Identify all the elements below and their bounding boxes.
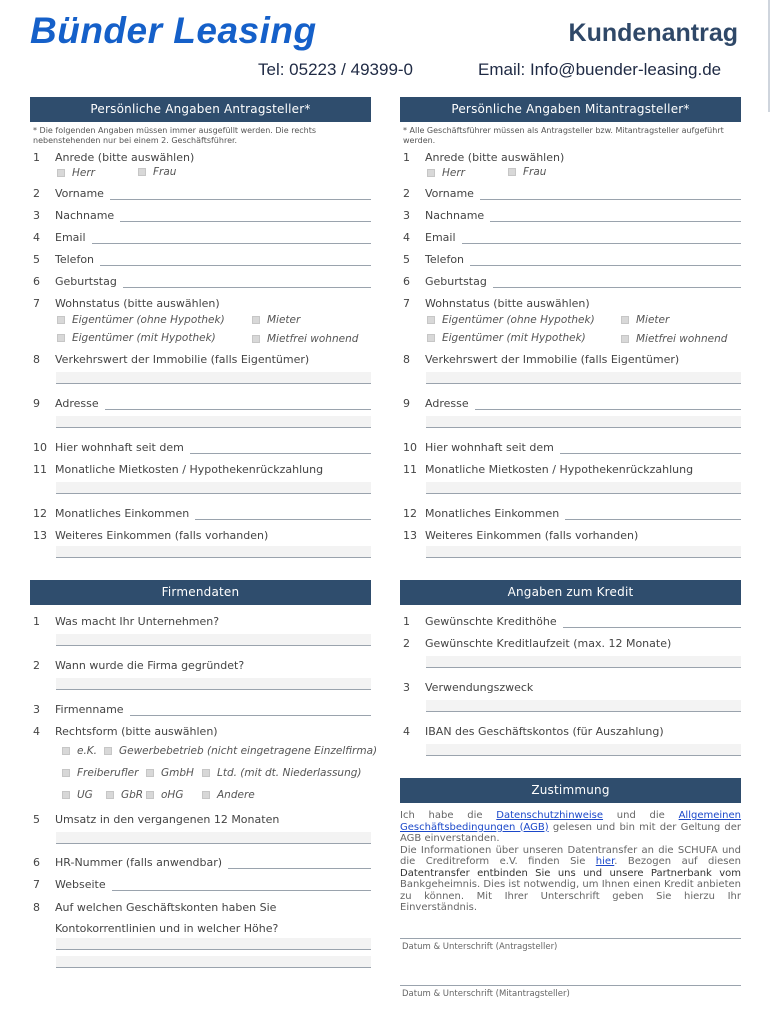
credit-amount-field[interactable]: 1 Gewünschte Kredithöhe — [403, 612, 741, 628]
coapplicant-housing-owner-mortgage[interactable]: Eigentümer (mit Hypothek) — [427, 332, 586, 344]
applicant-salutation-herr[interactable]: Herr — [57, 167, 95, 179]
coapplicant-salutation: 1 Anrede (bitte auswählen) — [403, 151, 565, 164]
applicant-housing-owner-no-mortgage[interactable]: Eigentümer (ohne Hypothek) — [57, 314, 225, 326]
company-name-field[interactable]: 3 Firmenname — [33, 700, 371, 716]
checkbox[interactable] — [202, 769, 210, 777]
brand-logo: Bünder Leasing — [30, 10, 317, 51]
company-revenue-input[interactable] — [56, 832, 371, 844]
checkbox[interactable] — [62, 747, 70, 755]
applicant-phone-field[interactable]: 5 Telefon — [33, 250, 371, 266]
input-line[interactable] — [105, 398, 371, 410]
checkbox[interactable] — [62, 769, 70, 777]
checkbox[interactable] — [508, 168, 516, 176]
checkbox[interactable] — [252, 335, 260, 343]
coapplicant-salutation-frau[interactable]: Frau — [508, 166, 546, 178]
terms-link[interactable]: Allgemeinen Geschäftsbedingungen (AGB) — [400, 810, 741, 833]
input-line[interactable] — [100, 254, 371, 266]
coapplicant-housing: 7 Wohnstatus (bitte auswählen) — [403, 297, 590, 310]
phone-number: Tel: 05223 / 49399-0 — [258, 60, 414, 79]
applicant-rent-input[interactable] — [56, 482, 371, 494]
legal-form-freiberufler[interactable]: Freiberufler — [62, 767, 138, 779]
legal-form-ohg[interactable]: oHG — [146, 789, 183, 801]
coapplicant-other-income-input[interactable] — [426, 546, 741, 558]
signature-line-coapplicant[interactable] — [400, 985, 741, 986]
input-line[interactable] — [92, 232, 371, 244]
checkbox[interactable] — [62, 791, 70, 799]
page-title: Kundenantrag — [568, 19, 738, 47]
coapplicant-address-field[interactable]: 9 Adresse — [403, 394, 741, 410]
section-header-coapplicant: Persönliche Angaben Mitantragsteller* — [400, 97, 741, 122]
company-hr-number-field[interactable]: 6 HR-Nummer (falls anwendbar) — [33, 853, 371, 869]
coapplicant-phone-field[interactable]: 5 Telefon — [403, 250, 741, 266]
signature-label-coapplicant: Datum & Unterschrift (Mitantragsteller) — [402, 989, 570, 999]
input-line[interactable] — [195, 508, 371, 520]
applicant-housing-owner-mortgage[interactable]: Eigentümer (mit Hypothek) — [57, 332, 216, 344]
applicant-salutation-frau[interactable]: Frau — [138, 166, 176, 178]
applicant-birthday-field[interactable]: 6 Geburtstag — [33, 272, 371, 288]
checkbox[interactable] — [146, 769, 154, 777]
applicant-housing-tenant[interactable]: Mieter — [252, 314, 300, 326]
coapplicant-housing-rent-free[interactable]: Mietfrei wohnend — [621, 333, 727, 345]
coapplicant-birthday-field[interactable]: 6 Geburtstag — [403, 272, 741, 288]
coapplicant-other-income: 13 Weiteres Einkommen (falls vorhanden) — [403, 529, 639, 542]
section-header-credit: Angaben zum Kredit — [400, 580, 741, 605]
applicant-other-income: 13 Weiteres Einkommen (falls vorhanden) — [33, 529, 269, 542]
coapplicant-income-field[interactable]: 12 Monatliches Einkommen — [403, 504, 741, 520]
consent-text: Ich habe die Datenschutzhinweise und die Allgemeinen Geschäftsbedingungen (AGB) gelesen und bin mit der Geltung der AGB einverstanden. Die Informationen über unseren Datentransfer an die SCHUFA und die Creditreform e.V. finden Sie hier. Bezogen auf diesen Datentransfer entbinden Sie uns und unsere Partnerbank vom Bankgeheimnis. Dies ist notwendig, um Ihnen einen Kredit anbieten zu können. Mit Ihrer Unterschrift geben Sie hierzu Ihr Einverständnis. — [400, 810, 742, 913]
company-accounts-input-1[interactable] — [56, 938, 371, 950]
credit-term-input[interactable] — [426, 656, 741, 668]
email-address: Email: Info@buender-leasing.de — [478, 60, 722, 79]
checkbox[interactable] — [252, 316, 260, 324]
company-revenue: 5 Umsatz in den vergangenen 12 Monaten — [33, 813, 280, 826]
credit-iban-input[interactable] — [426, 744, 741, 756]
legal-form-andere[interactable]: Andere — [202, 789, 255, 801]
checkbox[interactable] — [57, 169, 65, 177]
credit-purpose-input[interactable] — [426, 700, 741, 712]
signature-line-applicant[interactable] — [400, 938, 741, 939]
credit-iban: 4 IBAN des Geschäftskontos (für Auszahlung) — [403, 725, 664, 738]
coapplicant-property-value-input[interactable] — [426, 372, 741, 384]
input-line[interactable] — [190, 442, 371, 454]
applicant-housing: 7 Wohnstatus (bitte auswählen) — [33, 297, 220, 310]
signature-label-applicant: Datum & Unterschrift (Antragsteller) — [402, 942, 558, 952]
legal-form-ek[interactable]: e.K. — [62, 745, 97, 757]
input-line[interactable] — [110, 188, 371, 200]
coapplicant-rent-input[interactable] — [426, 482, 741, 494]
company-legal-form: 4 Rechtsform (bitte auswählen) — [33, 725, 218, 738]
checkbox[interactable] — [106, 791, 114, 799]
company-accounts: 8 Auf welchen Geschäftskonten haben Sie — [33, 901, 277, 914]
checkbox[interactable] — [146, 791, 154, 799]
credit-purpose: 3 Verwendungszweck — [403, 681, 534, 694]
legal-form-gbr[interactable]: GbR — [106, 789, 143, 801]
section-header-consent: Zustimmung — [400, 778, 741, 803]
coapplicant-housing-tenant[interactable]: Mieter — [621, 314, 669, 326]
applicant-income-field[interactable]: 12 Monatliches Einkommen — [33, 504, 371, 520]
field-number: 1 — [33, 151, 40, 164]
coapplicant-note: * Alle Geschäftsführer müssen als Antragsteller bzw. Mitantragsteller aufgeführt werden. — [403, 126, 724, 145]
field-label: Anrede (bitte auswählen) — [55, 151, 195, 164]
coapplicant-housing-owner-no-mortgage[interactable]: Eigentümer (ohne Hypothek) — [427, 314, 595, 326]
applicant-resident-since-field[interactable]: 10 Hier wohnhaft seit dem — [33, 438, 371, 454]
company-founded: 2 Wann wurde die Firma gegründet? — [33, 659, 245, 672]
company-founded-input[interactable] — [56, 678, 371, 690]
checkbox[interactable] — [138, 168, 146, 176]
checkbox[interactable] — [427, 169, 435, 177]
coapplicant-address-input-2[interactable] — [426, 416, 741, 428]
applicant-rent: 11 Monatliche Mietkosten / Hypothekenrückzahlung — [33, 463, 324, 476]
checkbox[interactable] — [427, 334, 435, 342]
checkbox[interactable] — [621, 335, 629, 343]
coapplicant-email-field[interactable]: 4 Email — [403, 228, 741, 244]
coapplicant-salutation-herr[interactable]: Herr — [427, 167, 465, 179]
checkbox[interactable] — [57, 334, 65, 342]
section-header-applicant: Persönliche Angaben Antragsteller* — [30, 97, 371, 122]
applicant-email-field[interactable]: 4 Email — [33, 228, 371, 244]
checkbox[interactable] — [621, 316, 629, 324]
checkbox[interactable] — [427, 316, 435, 324]
company-accounts-input-2[interactable] — [56, 956, 371, 968]
applicant-other-income-input[interactable] — [56, 546, 371, 558]
applicant-property-value-input[interactable] — [56, 372, 371, 384]
legal-form-ug[interactable]: UG — [62, 789, 93, 801]
applicant-property-value: 8 Verkehrswert der Immobilie (falls Eigentümer) — [33, 353, 310, 366]
legal-form-gmbh[interactable]: GmbH — [146, 767, 194, 779]
privacy-link[interactable]: Datenschutzhinweise — [496, 810, 604, 821]
coapplicant-property-value: 8 Verkehrswert der Immobilie (falls Eigentümer) — [403, 353, 680, 366]
coapplicant-last-name-field[interactable]: 3 Nachname — [403, 206, 741, 222]
section-header-company: Firmendaten — [30, 580, 371, 605]
input-line[interactable] — [123, 276, 371, 288]
applicant-last-name-field[interactable]: 3 Nachname — [33, 206, 371, 222]
coapplicant-resident-since-field[interactable]: 10 Hier wohnhaft seit dem — [403, 438, 741, 454]
checkbox[interactable] — [104, 747, 112, 755]
applicant-address-field[interactable]: 9 Adresse — [33, 394, 371, 410]
credit-term: 2 Gewünschte Kreditlaufzeit (max. 12 Monate) — [403, 637, 672, 650]
legal-form-ltd[interactable]: Ltd. (mit dt. Niederlassung) — [202, 767, 362, 779]
checkbox[interactable] — [202, 791, 210, 799]
applicant-salutation — [33, 148, 371, 164]
company-business: 1 Was macht Ihr Unternehmen? — [33, 615, 220, 628]
applicant-note: * Die folgenden Angaben müssen immer ausgefüllt werden. Die rechts nebenstehenden nur bei einem 2. Geschäftsführer. — [33, 126, 317, 145]
applicant-first-name-field[interactable]: 2 Vorname — [33, 184, 371, 200]
applicant-address-input-2[interactable] — [56, 416, 371, 428]
legal-form-gewerbebetrieb[interactable]: Gewerbebetrieb (nicht eingetragene Einzelfirma) — [104, 745, 377, 757]
applicant-housing-rent-free[interactable]: Mietfrei wohnend — [252, 333, 358, 345]
coapplicant-rent: 11 Monatliche Mietkosten / Hypothekenrückzahlung — [403, 463, 694, 476]
checkbox[interactable] — [57, 316, 65, 324]
company-accounts-continued: Kontokorrentlinien und in welcher Höhe? — [55, 922, 279, 935]
schufa-info-link[interactable]: hier — [595, 856, 615, 867]
company-website-field[interactable]: 7 Webseite — [33, 875, 371, 891]
company-business-input[interactable] — [56, 634, 371, 646]
input-line[interactable] — [120, 210, 371, 222]
coapplicant-first-name-field[interactable]: 2 Vorname — [403, 184, 741, 200]
